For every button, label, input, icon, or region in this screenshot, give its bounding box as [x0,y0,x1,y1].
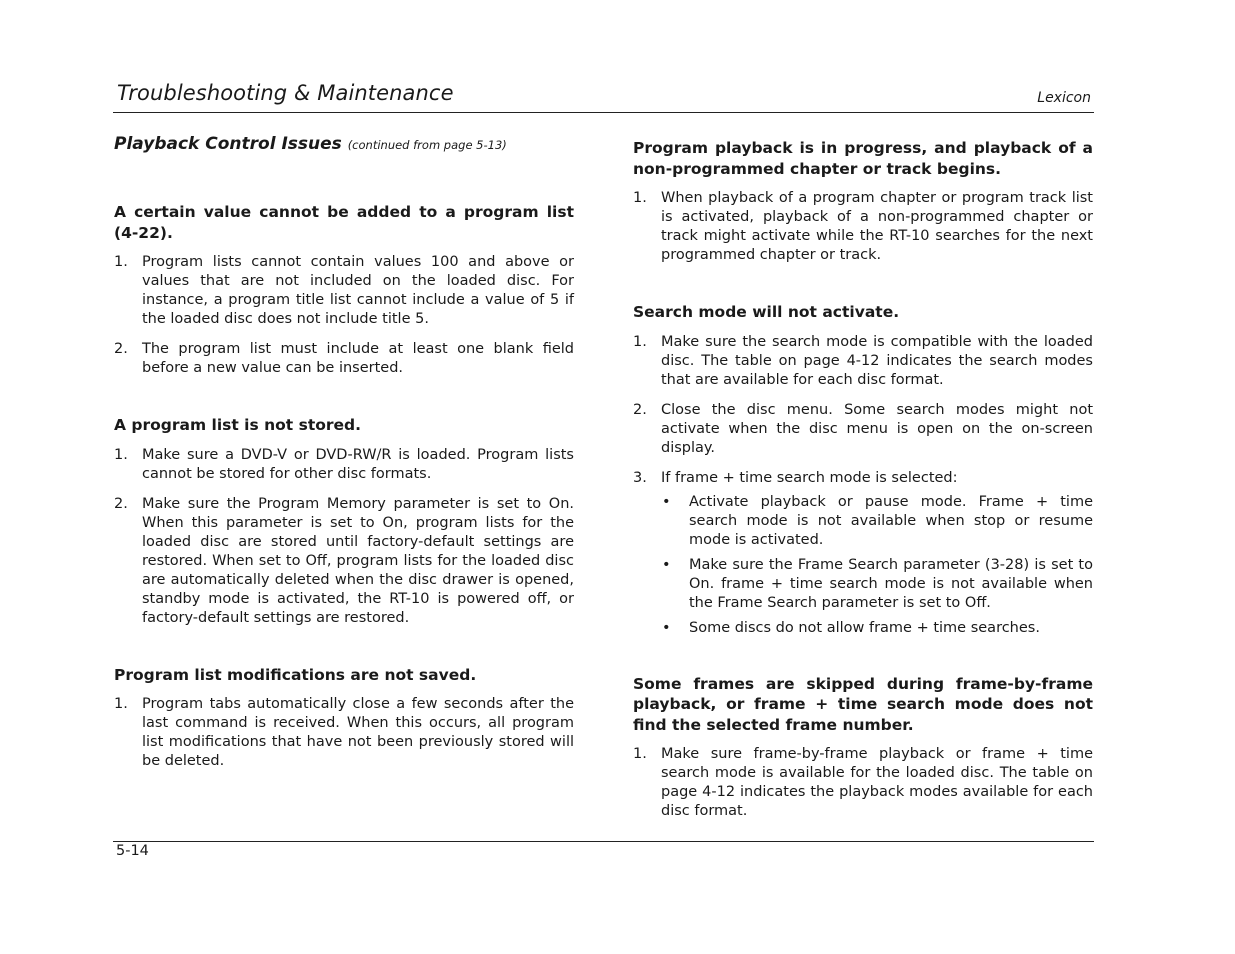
issue-list [114,446,574,628]
page-number: 5-14 [116,843,149,859]
list-item [114,495,574,628]
issue-list [114,695,574,771]
issue-heading: Search mode will not activate. [633,303,900,321]
list-item [114,253,574,329]
item-text: If frame + time search mode is selected: [661,469,958,486]
issue-list [633,189,1093,265]
issue-list [114,253,574,378]
bullet-icon: • [662,619,671,636]
list-item [633,745,1093,821]
bullet-item [661,493,1093,550]
issue-block [633,138,1093,265]
issue-block [633,302,1093,638]
item-number: 2. [633,401,647,418]
item-text: Make sure a DVD-V or DVD-RW/R is loaded. Program lists cannot be stored for other disc formats. [142,446,574,482]
header-divider [113,112,1094,113]
item-text: Program tabs automatically close a few seconds after the last command is received. When this occurs, all program list modifications that have not been previously stored will be deleted. [142,696,574,769]
item-number: 1. [114,446,128,463]
item-number: 1. [114,696,128,712]
left-column [114,135,574,782]
item-text: Make sure the Program Memory parameter is set to On. When this parameter is set to On, program lists for the loaded disc are stored until factory-default settings are restored. When set to Off, program lists for the loaded disc are automatically deleted when the disc drawer is opened, standby mode is activated, the RT-10 is powered off, or factory-default settings are restored. [142,495,574,626]
section-title [114,135,574,175]
item-text: When playback of a program chapter or program track list is activated, playback of a non-programmed chapter or track might activate while the RT-10 searches for the next programmed chapter or track. [661,190,1093,263]
issue-list [633,745,1093,821]
item-number: 1. [633,746,647,762]
item-number: 1. [114,254,128,270]
issue-block [114,202,574,378]
issue-heading: Program list modifications are not saved. [114,665,477,684]
issue-heading: A program list is not stored. [114,416,362,434]
bullet-text: Make sure the Frame Search parameter (3-28) is set to On. frame + time search mode is not available when the Frame Search parameter is set to Off. [689,556,1093,611]
item-number: 3. [633,469,647,486]
item-text: The program list must include at least one blank field before a new value can be inserted. [142,341,574,376]
issue-block [633,674,1093,822]
item-number: 1. [633,190,647,206]
brand-name: Lexicon [1037,90,1091,106]
item-text: Program lists cannot contain values 100 and above or values that are not included on the loaded disc. For instance, a program title list cannot include a value of 5 if the loaded disc does not include title 5. [142,254,574,327]
item-text: Make sure the search mode is compatible with the loaded disc. The table on page 4-12 indicates the search modes that are available for each disc format. [661,333,1093,388]
list-item [633,333,1093,390]
bullet-icon: • [662,493,671,510]
bullet-item [661,556,1093,613]
item-text: Make sure frame-by-frame playback or frame + time search mode is available for the loaded disc. The table on page 4-12 indicates the playback modes available for each disc format. [661,746,1093,819]
footer-divider [113,841,1094,842]
item-number: 2. [114,495,128,512]
bullet-item [661,619,1093,638]
item-text: Close the disc menu. Some search modes might not activate when the disc menu is open on the on-screen display. [661,401,1093,456]
bullet-icon: • [662,556,671,573]
section-title-text: Playback Control Issues [114,134,342,154]
issue-heading: Program playback is in progress, and playback of a non-programmed chapter or track begins. [633,139,1093,178]
page-title: Troubleshooting & Maintenance [117,81,454,105]
item-number: 1. [633,333,647,350]
issue-heading: Some frames are skipped during frame-by-frame playback, or frame + time search mode does not find the selected frame number. [633,674,1093,734]
bullet-text: Some discs do not allow frame + time searches. [689,619,1040,636]
list-item [114,695,574,771]
issue-block [114,415,574,628]
issue-list [633,333,1093,638]
bullet-text: Activate playback or pause mode. Frame + time search mode is not available when stop or resume mode is activated. [689,493,1093,548]
issue-heading: A certain value cannot be added to a program list (4-22). [114,203,574,242]
item-number: 2. [114,341,128,357]
issue-block [114,665,574,772]
right-column [633,135,1093,832]
list-item [633,401,1093,458]
list-item [633,189,1093,265]
bullet-list [661,493,1093,638]
continued-note: (continued from page 5-13) [347,138,507,152]
list-item [114,446,574,484]
list-item [114,340,574,378]
list-item [633,469,1093,638]
